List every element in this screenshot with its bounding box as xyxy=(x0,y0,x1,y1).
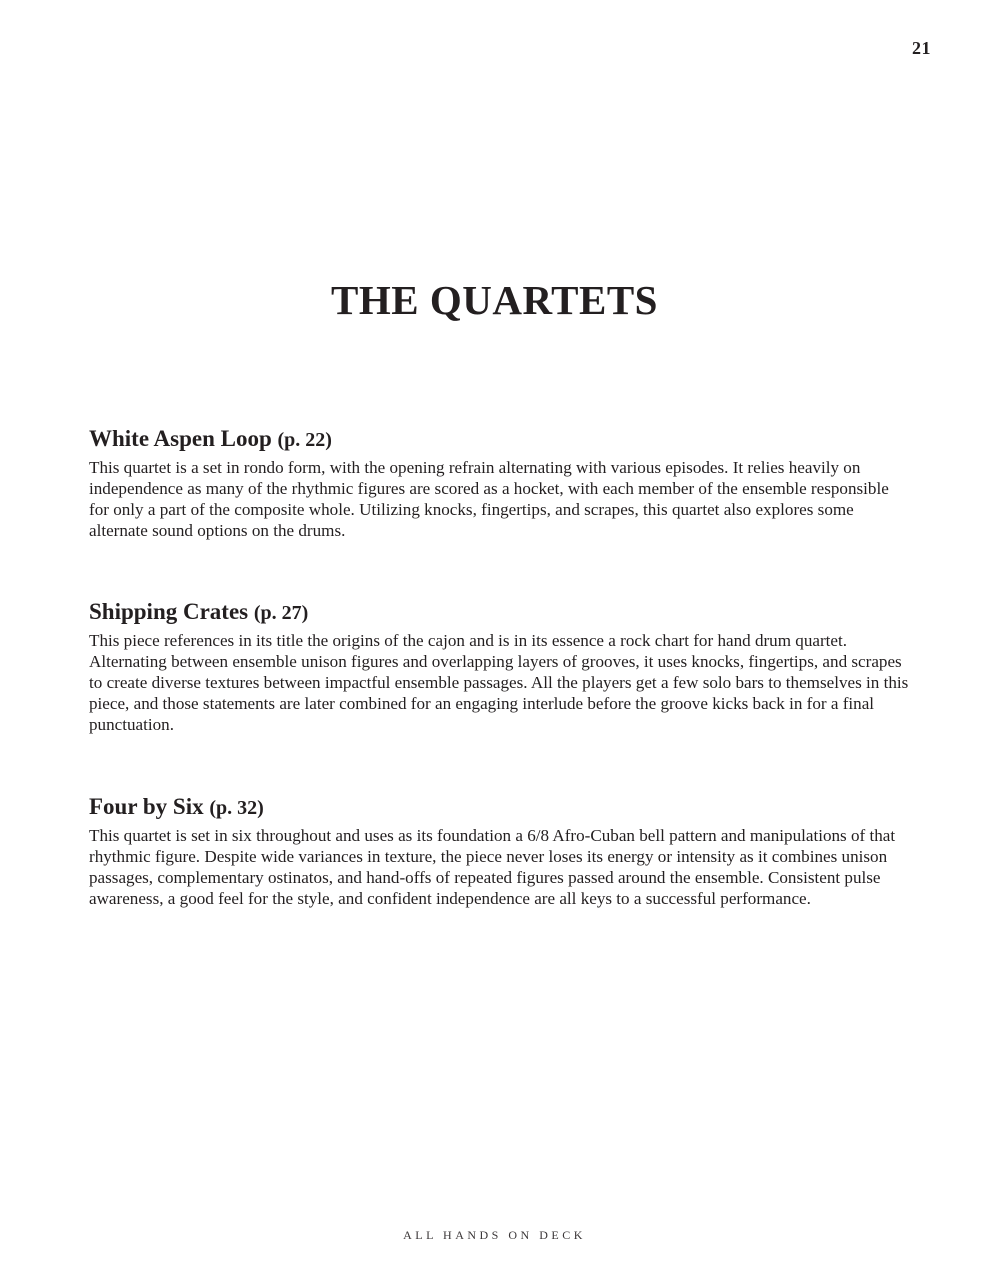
piece-page-reference: (p. 32) xyxy=(209,797,264,819)
piece-description: This piece references in its title the origins of the cajon and is in its essence a rock chart for hand drum quartet. Alternating between ensemble unison figures and overlapping layers of grooves, it uses knocks, fingertips, and scrapes to create diverse textures between impactful ensemble passages. All the players get a few solo bars to themselves in this piece, and those statements are later combined for an engaging interlude before the groove kicks back in for a final punctuation. xyxy=(89,631,909,734)
piece-heading xyxy=(89,792,909,823)
running-footer: ALL HANDS ON DECK xyxy=(403,1228,586,1242)
piece-description: This quartet is set in six throughout and uses as its foundation a 6/8 Afro-Cuban bell pattern and manipulations of that rhythmic figure. Despite wide variances in texture, the piece never loses its energy or intensity as it combines unison passages, complementary ostinatos, and hand-offs of repeated figures passed around the ensemble. Consistent pulse awareness, a good feel for the style, and confident independence are all keys to a successful performance. xyxy=(89,826,896,908)
piece-four-by-six xyxy=(89,792,909,909)
piece-page-reference: (p. 27) xyxy=(253,602,309,624)
piece-heading xyxy=(89,424,909,455)
page-number: 21 xyxy=(912,38,931,58)
chapter-title: THE QUARTETS xyxy=(331,277,658,323)
piece-title: White Aspen Loop xyxy=(89,426,272,451)
piece-title: Four by Six xyxy=(89,794,204,819)
piece-page-reference: (p. 22) xyxy=(277,429,332,451)
piece-heading xyxy=(89,597,909,628)
piece-white-aspen-loop xyxy=(89,424,909,541)
piece-title: Shipping Crates xyxy=(89,599,249,624)
piece-shipping-crates xyxy=(89,597,909,735)
piece-description: This quartet is a set in rondo form, with the opening refrain alternating with various episodes. It relies heavily on independence as many of the rhythmic figures are scored as a hocket, with each member of the ensemble responsible for only a part of the composite whole. Utilizing knocks, fingertips, and scrapes, this quartet also explores some alternate sound options on the drums. xyxy=(89,458,889,540)
